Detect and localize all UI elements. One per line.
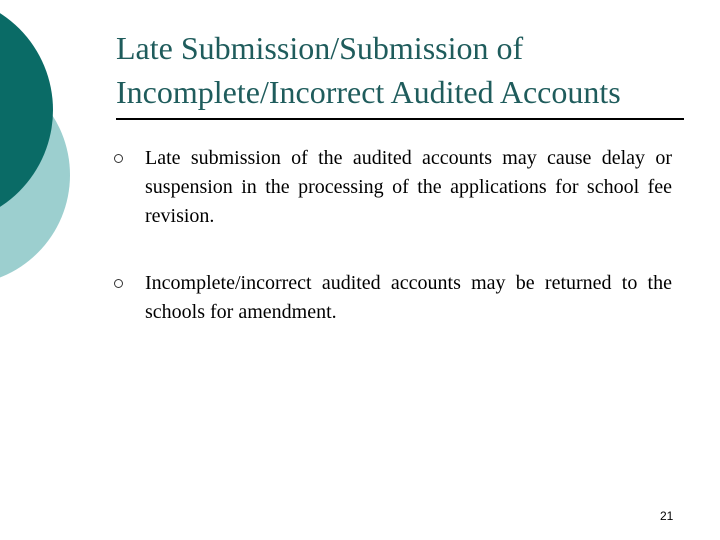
bullet-item (112, 269, 672, 327)
bullet-text: Incomplete/incorrect audited accounts may be returned to the schools for amendment. (145, 272, 672, 323)
hollow-circle-icon (114, 279, 123, 288)
bullet-item (112, 144, 672, 231)
page-number: 21 (660, 509, 674, 523)
slide-title: Late Submission/Submission of Incomplete/Incorrect Audited Accounts (116, 30, 621, 110)
bullet-list (112, 144, 672, 365)
hollow-circle-icon (114, 154, 123, 163)
decorative-circles (0, 0, 80, 300)
bullet-text: Late submission of the audited accounts may cause delay or suspension in the processing of the applications for school fee revision. (145, 147, 672, 227)
title-divider (116, 118, 684, 120)
